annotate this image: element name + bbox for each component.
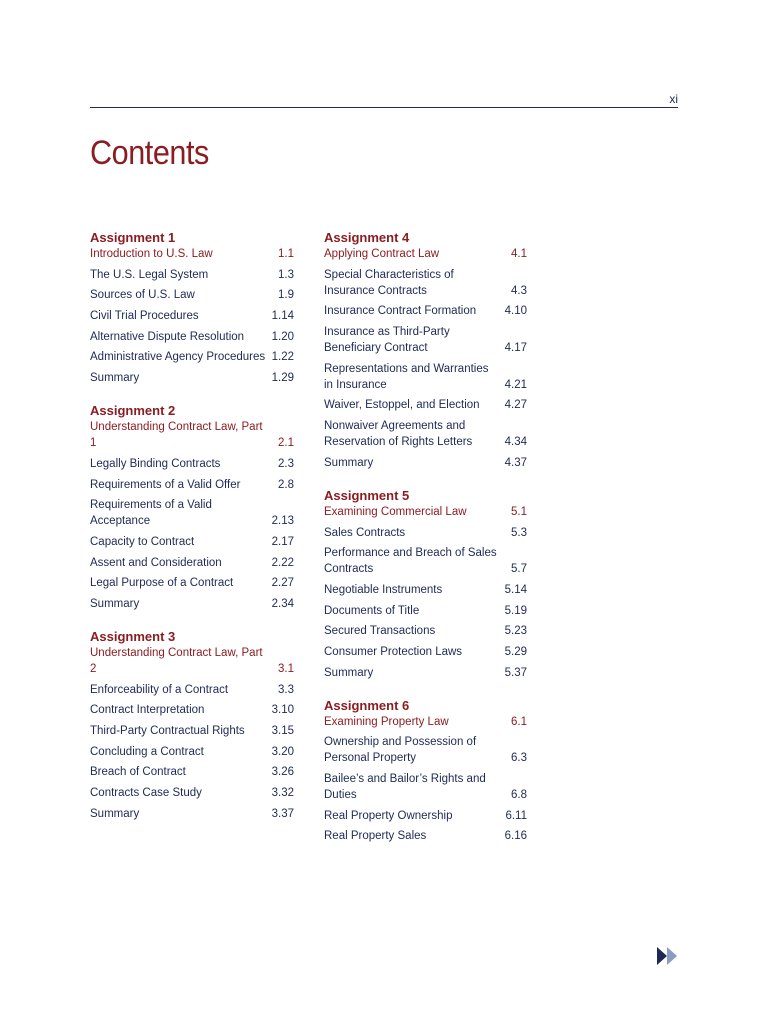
toc-entry-page: 3.26 bbox=[271, 766, 294, 779]
toc-entry-page: 1.20 bbox=[271, 330, 294, 343]
toc-entry-page: 4.10 bbox=[504, 305, 527, 318]
toc-entry-page: 3.15 bbox=[271, 725, 294, 737]
toc-entry-page: 2.1 bbox=[278, 437, 294, 450]
assignment-section bbox=[324, 231, 527, 471]
toc-entry[interactable] bbox=[90, 744, 294, 760]
toc-entry[interactable] bbox=[324, 361, 527, 393]
toc-entry-title: Sales Contracts bbox=[324, 526, 406, 539]
toc-entry-page: 1.3 bbox=[278, 268, 294, 281]
toc-entry-title: Understanding Contract Law, Part 1 bbox=[90, 421, 263, 450]
toc-entry-page: 6.1 bbox=[511, 715, 527, 728]
toc-entry[interactable] bbox=[90, 723, 294, 739]
toc-entry-page: 5.1 bbox=[511, 505, 527, 518]
toc-entry[interactable] bbox=[324, 734, 527, 766]
top-rule bbox=[90, 107, 678, 108]
toc-entry-title: Civil Trial Procedures bbox=[90, 310, 199, 323]
toc-entry-page: 5.23 bbox=[504, 625, 527, 638]
toc-entry-page: 6.8 bbox=[511, 789, 527, 801]
toc-entry-title: Summary bbox=[324, 456, 374, 469]
toc-entry[interactable] bbox=[90, 308, 294, 324]
toc-entry-page: 3.10 bbox=[271, 704, 294, 717]
toc-entry[interactable] bbox=[90, 596, 294, 612]
toc-entry-page: 6.11 bbox=[505, 809, 527, 822]
toc-entry-page: 4.17 bbox=[504, 342, 527, 355]
toc-column-left bbox=[90, 231, 294, 840]
toc-entry[interactable] bbox=[324, 623, 527, 639]
toc-entry-title: Ownership and Possession of Personal Property bbox=[324, 736, 477, 765]
toc-entry-page: 1.1 bbox=[278, 248, 294, 260]
toc-entry-title: Third-Party Contractual Rights bbox=[90, 725, 245, 737]
toc-entry-title: Breach of Contract bbox=[90, 766, 186, 779]
page-title: Contents bbox=[90, 134, 209, 172]
toc-entry-title: Sources of U.S. Law bbox=[90, 289, 195, 302]
toc-entry[interactable] bbox=[90, 497, 294, 529]
toc-column-right bbox=[324, 231, 527, 862]
toc-entry-title: Applying Contract Law bbox=[324, 248, 440, 260]
toc-entry[interactable] bbox=[90, 764, 294, 780]
toc-entry-title: Bailee’s and Bailor’s Rights and Duties bbox=[324, 773, 486, 801]
toc-entry[interactable] bbox=[324, 397, 527, 413]
toc-entry-page: 1.29 bbox=[271, 372, 294, 385]
toc-entry-page: 4.37 bbox=[504, 456, 527, 469]
toc-entry[interactable] bbox=[90, 329, 294, 345]
toc-entry-page: 2.3 bbox=[278, 457, 294, 470]
toc-entry-page: 5.3 bbox=[511, 526, 527, 539]
toc-entry-title: Consumer Protection Laws bbox=[324, 645, 463, 658]
assignment-title: Assignment 4 bbox=[324, 230, 410, 245]
toc-entry-page: 2.17 bbox=[271, 535, 294, 548]
assignment-section bbox=[324, 699, 527, 845]
toc-entry-title: Special Characteristics of Insurance Contracts bbox=[324, 268, 454, 297]
toc-entry-title: Performance and Breach of Sales Contracts bbox=[324, 547, 497, 576]
toc-entry-title: Documents of Title bbox=[324, 604, 420, 617]
toc-entry-title: Summary bbox=[90, 372, 140, 385]
toc-entry[interactable] bbox=[324, 504, 527, 520]
toc-entry-title: Insurance Contract Formation bbox=[324, 305, 477, 318]
next-page-arrows-icon[interactable] bbox=[657, 946, 679, 966]
arrow-light bbox=[667, 947, 677, 965]
toc-entry-page: 4.3 bbox=[511, 284, 527, 297]
toc-entry[interactable] bbox=[90, 702, 294, 718]
toc-entry[interactable] bbox=[90, 645, 294, 677]
toc-entry-page: 2.22 bbox=[271, 556, 294, 569]
toc-entry-page: 5.14 bbox=[504, 583, 527, 596]
toc-entry-page: 2.34 bbox=[271, 597, 294, 610]
toc-entry[interactable] bbox=[324, 525, 527, 541]
toc-entry-page: 3.37 bbox=[271, 807, 294, 820]
toc-entry-page: 5.19 bbox=[504, 604, 527, 617]
toc-entry[interactable] bbox=[90, 534, 294, 550]
toc-entry-title: Summary bbox=[90, 597, 140, 610]
toc-entry[interactable] bbox=[324, 267, 527, 299]
toc-entry-page: 3.20 bbox=[271, 745, 294, 758]
toc-entry-title: The U.S. Legal System bbox=[90, 268, 209, 281]
toc-entry-page: 5.29 bbox=[504, 645, 527, 658]
toc-entry[interactable] bbox=[90, 456, 294, 472]
arrow-dark bbox=[657, 947, 667, 965]
toc-entry-title: Real Property Ownership bbox=[324, 809, 453, 822]
toc-entry[interactable] bbox=[90, 419, 294, 451]
toc-entry[interactable] bbox=[90, 246, 294, 262]
toc-entry[interactable] bbox=[324, 828, 527, 844]
toc-entry[interactable] bbox=[90, 555, 294, 571]
toc-entry-title: Insurance as Third-Party Beneficiary Contract bbox=[324, 326, 450, 355]
assignment-section bbox=[90, 630, 294, 822]
toc-entry[interactable] bbox=[324, 714, 527, 730]
toc-entry-page: 5.7 bbox=[511, 563, 527, 576]
toc-entry-title: Alternative Dispute Resolution bbox=[90, 330, 245, 343]
toc-entry[interactable] bbox=[90, 575, 294, 591]
toc-entry-title: Requirements of a Valid Offer bbox=[90, 478, 241, 491]
toc-entry-page: 1.9 bbox=[278, 289, 294, 302]
toc-entry-page: 1.22 bbox=[271, 351, 294, 364]
toc-entry[interactable] bbox=[90, 287, 294, 303]
toc-entry[interactable] bbox=[324, 455, 527, 471]
toc-entry[interactable] bbox=[324, 771, 527, 803]
toc-entry-title: Summary bbox=[324, 666, 374, 679]
toc-entry-title: Representations and Warranties in Insurance bbox=[324, 362, 489, 391]
toc-entry[interactable] bbox=[324, 246, 527, 262]
page-number: xi bbox=[669, 92, 678, 106]
toc-entry-title: Enforceability of a Contract bbox=[90, 683, 229, 696]
toc-entry-title: Contracts Case Study bbox=[90, 787, 202, 800]
toc-entry-page: 1.14 bbox=[271, 310, 294, 323]
toc-entry-title: Administrative Agency Procedures bbox=[90, 351, 266, 364]
toc-entry[interactable] bbox=[324, 665, 527, 681]
toc-entry-title: Real Property Sales bbox=[324, 830, 427, 843]
toc-entry-page: 4.34 bbox=[504, 436, 527, 449]
toc-entry-title: Capacity to Contract bbox=[90, 535, 195, 548]
toc-entry-title: Legally Binding Contracts bbox=[90, 457, 221, 470]
toc-entry-page: 6.3 bbox=[511, 752, 527, 765]
toc-entry-title: Negotiable Instruments bbox=[324, 583, 443, 596]
toc-entry-page: 4.21 bbox=[504, 378, 527, 391]
toc-entry-title: Summary bbox=[90, 807, 140, 820]
assignment-section bbox=[324, 489, 527, 681]
toc-entry[interactable] bbox=[324, 545, 527, 577]
toc-entry[interactable] bbox=[324, 418, 527, 450]
toc-entry-page: 5.37 bbox=[504, 666, 527, 679]
toc-entry-page: 3.3 bbox=[278, 683, 294, 696]
toc-entry-title: Contract Interpretation bbox=[90, 704, 205, 717]
toc-entry-title: Examining Commercial Law bbox=[324, 505, 467, 518]
toc-entry-title: Nonwaiver Agreements and Reservation of Rights Letters bbox=[324, 420, 473, 449]
assignment-title: Assignment 3 bbox=[90, 628, 176, 644]
toc-entry-title: Examining Property Law bbox=[324, 715, 449, 728]
toc-entry-title: Concluding a Contract bbox=[90, 745, 204, 758]
assignment-title: Assignment 5 bbox=[324, 487, 410, 503]
assignment-section bbox=[90, 404, 294, 612]
toc-entry[interactable] bbox=[324, 303, 527, 319]
toc-entry-title: Assent and Consideration bbox=[90, 556, 222, 569]
toc-entry-title: Waiver, Estoppel, and Election bbox=[324, 399, 480, 412]
toc-entry-page: 2.27 bbox=[271, 577, 294, 590]
toc-entry[interactable] bbox=[324, 808, 527, 824]
toc-entry-title: Introduction to U.S. Law bbox=[90, 248, 213, 260]
toc-entry[interactable] bbox=[324, 603, 527, 619]
toc-entry-page: 3.1 bbox=[278, 662, 294, 675]
toc-entry-page: 6.16 bbox=[504, 830, 527, 843]
toc-entry[interactable] bbox=[90, 477, 294, 493]
toc-entry-page: 2.8 bbox=[278, 478, 294, 491]
assignment-title: Assignment 2 bbox=[90, 403, 176, 419]
toc-entry[interactable] bbox=[324, 324, 527, 356]
toc-entry-title: Requirements of a Valid Acceptance bbox=[90, 499, 212, 528]
toc-entry-title: Legal Purpose of a Contract bbox=[90, 577, 234, 590]
toc-entry[interactable] bbox=[90, 682, 294, 698]
toc-entry[interactable] bbox=[90, 806, 294, 822]
toc-entry-page: 3.32 bbox=[271, 787, 294, 800]
toc-entry-page: 4.27 bbox=[504, 399, 527, 412]
toc-entry-page: 4.1 bbox=[511, 248, 527, 260]
toc-entry[interactable] bbox=[90, 267, 294, 283]
toc-entry-title: Understanding Contract Law, Part 2 bbox=[90, 646, 263, 675]
toc-entry[interactable] bbox=[90, 349, 294, 365]
assignment-title: Assignment 6 bbox=[324, 697, 410, 713]
toc-entry-page: 2.13 bbox=[271, 515, 294, 528]
toc-entry[interactable] bbox=[90, 370, 294, 386]
assignment-title: Assignment 1 bbox=[90, 230, 176, 245]
assignment-section bbox=[90, 231, 294, 386]
toc-entry[interactable] bbox=[90, 785, 294, 801]
toc-entry[interactable] bbox=[324, 644, 527, 660]
toc-entry-title: Secured Transactions bbox=[324, 625, 436, 638]
toc-entry[interactable] bbox=[324, 582, 527, 598]
